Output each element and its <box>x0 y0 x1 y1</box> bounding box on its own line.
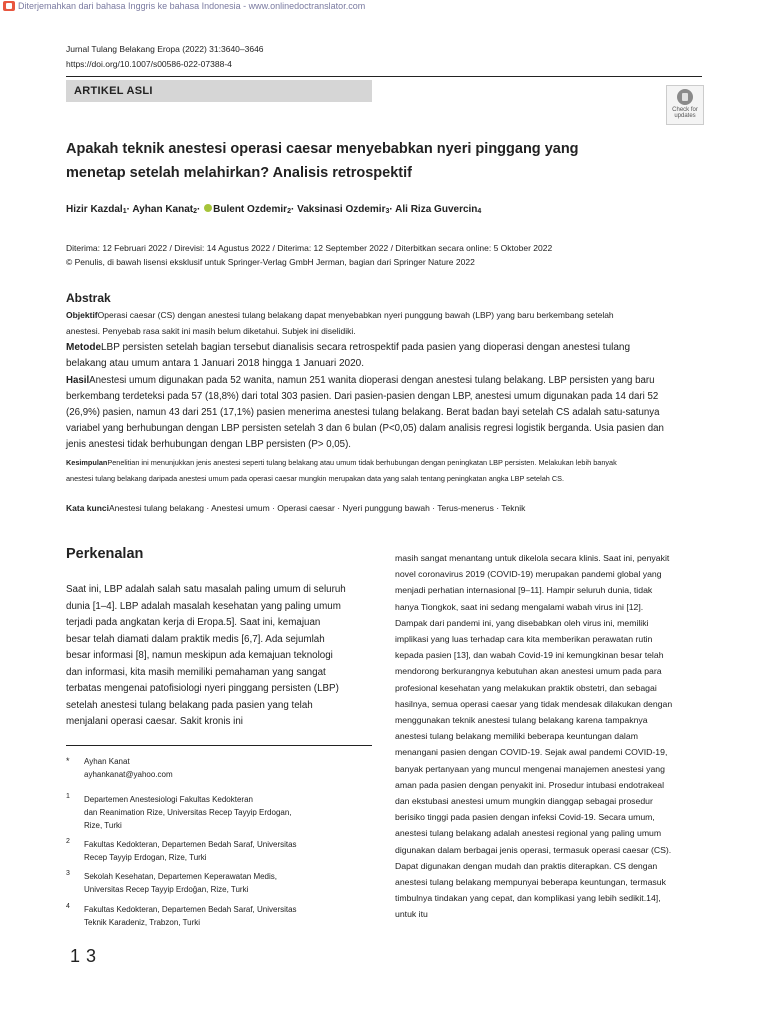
objective-text-2: anestesi. Penyebab rasa sakit ini masih belum diketahui. Subjek ini diselidiki. <box>66 326 356 336</box>
affiliation-line: Fakultas Kedokteran, Departemen Bedah Saraf, Universitas <box>84 905 297 914</box>
body-line: setelah anestesi tulang belakang pada pasien yang telah <box>66 699 313 711</box>
body-line: digunakan dalam berbagai jenis operasi, termasuk operasi caesar (CS). <box>395 844 672 855</box>
title-line-1: Apakah teknik anestesi operasi caesar menyebabkan nyeri pinggang yang <box>66 141 579 157</box>
title-line-2: menetap setelah melahirkan? Analisis retrospektif <box>66 165 412 181</box>
journal-reference: Jurnal Tulang Belakang Eropa (2022) 31:3640–3646 <box>66 44 264 54</box>
body-line: profesional kesehatan yang melakukan praktik obstetri, dan sebagai <box>395 682 657 693</box>
body-line: anestesi tulang belakang memiliki beberapa keuntungan dalam <box>395 731 638 742</box>
footnote-star: * <box>66 756 70 766</box>
body-line: berisiko tinggi pada pasien dengan infeksi Covid-19. Secara umum, <box>395 812 655 823</box>
affiliation-line: dan Reanimation Rize, Universitas Recep Tayyip Erdogan, <box>84 808 292 817</box>
affiliation-line: Universitas Recep Tayyip Erdoğan, Rize, Turki <box>84 885 249 894</box>
body-line: hasilnya, semua operasi caesar yang tidak mendesak dilakukan dengan <box>395 698 673 709</box>
affiliation-line: Fakultas Kedokteran, Departemen Bedah Saraf, Universitas <box>84 840 297 849</box>
conclusion-text-1: Penelitian ini menunjukkan jenis anestesi seperti tulang belakang atau umum tidak berhubungan dengan peningkatan LBP persisten. Melakukan lebih banyak <box>107 458 617 467</box>
translation-banner[interactable] <box>0 0 365 12</box>
author-affiliation-mark: 2 <box>287 208 291 215</box>
body-line: kepada pasien [13], dan wabah Covid-19 ini kemungkinan besar telah <box>395 650 664 661</box>
affiliation-line: Recep Tayyip Erdogan, Rize, Turki <box>84 853 207 862</box>
author-separator: · <box>290 204 295 215</box>
footnote-number: 1 <box>66 793 70 800</box>
body-line: implikasi yang luas terhadap cara kita memberikan perawatan rutin <box>395 634 653 645</box>
body-line: menggunakan teknik anestesi tulang belakang karena tampaknya <box>395 715 648 726</box>
body-line: banyak pertanyaan yang muncul mengenai manajemen anestesi yang <box>395 763 665 774</box>
footnote-number: 3 <box>66 870 70 877</box>
history-dates: Diterima: 12 Februari 2022 / Direvisi: 14 Agustus 2022 / Diterima: 12 September 2022 / Diterbitkan secara online: 5 Oktober 2022 <box>66 243 553 253</box>
author-name[interactable]: Bulent Ozdemir <box>213 204 288 215</box>
check-for-updates-button[interactable] <box>666 85 704 125</box>
body-line: Saat ini, LBP adalah salah satu masalah paling umum di seluruh <box>66 584 346 595</box>
results-text-3: (26,9%) pasien, namun 43 dari 251 (17,1%) pasien menerima anestesi tulang belakang. Berat badan bayi setelah CS adalah satu-satunya <box>66 407 660 418</box>
author-name[interactable]: Ali Riza Guvercin <box>395 204 478 215</box>
corresponding-author-footnote <box>66 755 372 781</box>
body-line: menjalani operasi caesar. Sakit kronis ini <box>66 716 243 727</box>
keywords-text: Anestesi tulang belakang · Anestesi umum · Operasi caesar · Nyeri punggung bawah · Terus-menerus · Teknik <box>109 503 526 513</box>
body-line: mendorong berkurangnya kebutuhan akan anestesi umum pada para <box>395 666 662 677</box>
publication-dates <box>66 241 552 269</box>
body-line: novel coronavirus 2019 (COVID-19) merupakan pandemi global yang <box>395 569 662 580</box>
body-line: anestesi tulang belakang mempunyai beberapa keuntungan, termasuk <box>395 877 666 888</box>
author-separator: · <box>126 204 130 215</box>
author-affiliation-mark: 4 <box>477 208 482 215</box>
footnote-number: 4 <box>66 903 70 910</box>
copyright-notice: © Penulis, di bawah lisensi eksklusif untuk Springer-Verlag GmbH Jerman, bagian dari Springer Nature 2022 <box>66 257 475 267</box>
body-line: Dapat digunakan dengan mudah dan praktis diterapkan. CS dengan <box>395 860 658 871</box>
body-line: aman pada pasien dengan penyakit ini. Prosedur intubasi endotrakeal <box>395 779 665 790</box>
translation-banner-text[interactable]: Diterjemahkan dari bahasa Inggris ke bahasa Indonesia - www.onlinedoctranslator.com <box>18 1 366 11</box>
keywords <box>66 503 525 513</box>
methods-label: Metode <box>66 342 101 353</box>
header-rule <box>66 76 702 77</box>
body-line: hanya Tiongkok, saat ini sedang mengalami wabah virus ini [12]. <box>395 601 644 612</box>
conclusion-text-2: anestesi tulang belakang daripada anestesi umum pada operasi caesar mungkin merupakan data yang salah tentang peningkatan angka LBP setelah CS. <box>66 474 565 483</box>
results-text-4: variabel yang berhubungan dengan LBP persisten setelah 3 dan 6 bulan (P<0,05) dalam analisis regresi logistik berganda. Usia pasien dan <box>66 423 664 434</box>
author-list <box>66 204 481 215</box>
objective-label: Objektif <box>66 310 98 320</box>
section-heading-introduction: Perkenalan <box>66 546 144 562</box>
methods-text-1: LBP persisten setelah bagian tersebut dianalisis secara retrospektif pada pasien yang dioperasi dengan anestesi tulang <box>101 342 631 353</box>
body-line: dan informasi, kita masih memiliki pemahaman yang sangat <box>66 666 326 678</box>
conclusion-label: Kesimpulan <box>66 458 108 467</box>
translator-icon <box>3 1 15 11</box>
body-line: dunia [1–4]. LBP adalah masalah kesehatan yang paling umum <box>66 600 341 612</box>
results-label: Hasil <box>66 375 90 386</box>
body-line: besar telah diamati dalam praktik medis [6,7]. Ada sejumlah <box>66 633 325 645</box>
affiliation-footnote-2 <box>66 838 372 864</box>
affiliation-line: Departemen Anestesiologi Fakultas Kedokteran <box>84 795 253 804</box>
body-line: anestesi tulang belakang adalah anestesi regional yang paling umum <box>395 828 662 839</box>
corresponding-author-email[interactable]: ayhankanat@yahoo.com <box>84 770 173 779</box>
author-affiliation-mark: 3 <box>385 208 390 215</box>
abstract-heading: Abstrak <box>66 291 111 305</box>
footnote-number: 2 <box>66 838 70 845</box>
affiliation-line: Teknik Karadeniz, Trabzon, Turki <box>84 918 201 927</box>
body-line: terjadi pada angkatan kerja di Eropa.5]. Saat ini, kemajuan <box>66 617 321 628</box>
check-updates-line1: Check for <box>672 107 698 113</box>
affiliation-line: Rize, Turki <box>84 821 122 830</box>
doi-link[interactable]: https://doi.org/10.1007/s00586-022-07388-4 <box>66 59 232 69</box>
check-updates-line2: updates <box>674 113 696 119</box>
author-name[interactable]: Vaksinasi Ozdemir <box>297 204 386 215</box>
page-number: 13 <box>70 946 103 966</box>
author-name[interactable]: Hizir Kazdal <box>66 204 123 215</box>
body-line: untuk itu <box>395 909 428 920</box>
affiliation-footnote-1 <box>66 793 372 832</box>
methods-text-2: belakang atau umum antara 1 Januari 2018 hingga 1 Januari 2020. <box>66 358 364 369</box>
author-affiliation-mark: 2 <box>193 208 198 215</box>
author-name[interactable]: Ayhan Kanat <box>132 204 194 215</box>
abstract-methods <box>66 340 702 372</box>
orcid-icon[interactable] <box>204 204 212 212</box>
body-line: terbatas mengenai patofisiologi nyeri pinggang persisten (LBP) <box>66 683 339 694</box>
body-line: timbulnya tindakan yang cepat, dan komplikasi yang lebih sedikit.14], <box>395 893 661 904</box>
affiliation-footnote-3 <box>66 870 372 896</box>
footnote-rule <box>66 745 372 746</box>
abstract-conclusion <box>66 455 702 487</box>
author-separator: · <box>389 204 393 215</box>
author-separator: · <box>197 204 201 215</box>
body-line: masih sangat menantang untuk dikelola secara klinis. Saat ini, penyakit <box>395 553 670 563</box>
body-line: besar informasi [8], namun meskipun ada kemajuan teknologi <box>66 650 333 661</box>
intro-right-column <box>395 550 703 923</box>
abstract-objective <box>66 307 702 339</box>
body-line: Dampak dari pandemi ini, yang disebabkan oleh virus ini, memiliki <box>395 617 649 628</box>
body-line: menjadi perhatian internasional [9–11]. Hampir seluruh dunia, tidak <box>395 585 653 596</box>
corresponding-author-name: Ayhan Kanat <box>84 757 130 766</box>
body-line: menangani pasien dengan COVID-19. Sejak awal pandemi COVID-19, <box>395 747 668 758</box>
intro-left-column <box>66 582 372 731</box>
results-text-2: berkembang terdeteksi pada 57 (18,8%) dari total 303 pasien. Dari pasien-pasien dengan LBP, anestesi umum digunakan pada 14 dari 52 <box>66 391 659 402</box>
objective-text-1: Operasi caesar (CS) dengan anestesi tulang belakang dapat menyebabkan nyeri punggung bawah (LBP) yang baru berkembang setelah <box>97 310 614 320</box>
journal-header <box>66 42 264 72</box>
article-type-badge: ARTIKEL ASLI <box>66 80 372 102</box>
affiliation-footnote-4 <box>66 903 372 929</box>
author-affiliation-mark: 1 <box>122 208 127 215</box>
results-text-5: jenis anestesi tidak berhubungan dengan LBP persisten (P> 0,05). <box>66 439 351 450</box>
abstract-results <box>66 373 702 453</box>
check-updates-icon <box>677 89 693 105</box>
results-text-1: Anestesi umum digunakan pada 52 wanita, namun 251 wanita dioperasi dengan anestesi tulang belakang. LBP persisten yang baru <box>89 375 655 386</box>
article-title <box>66 137 666 185</box>
body-line: dan ekstubasi anestesi umum mungkin dianggap sebagai prosedur <box>395 796 653 807</box>
affiliation-line: Sekolah Kesehatan, Departemen Keperawatan Medis, <box>84 872 278 881</box>
keywords-label: Kata kunci <box>66 503 109 513</box>
